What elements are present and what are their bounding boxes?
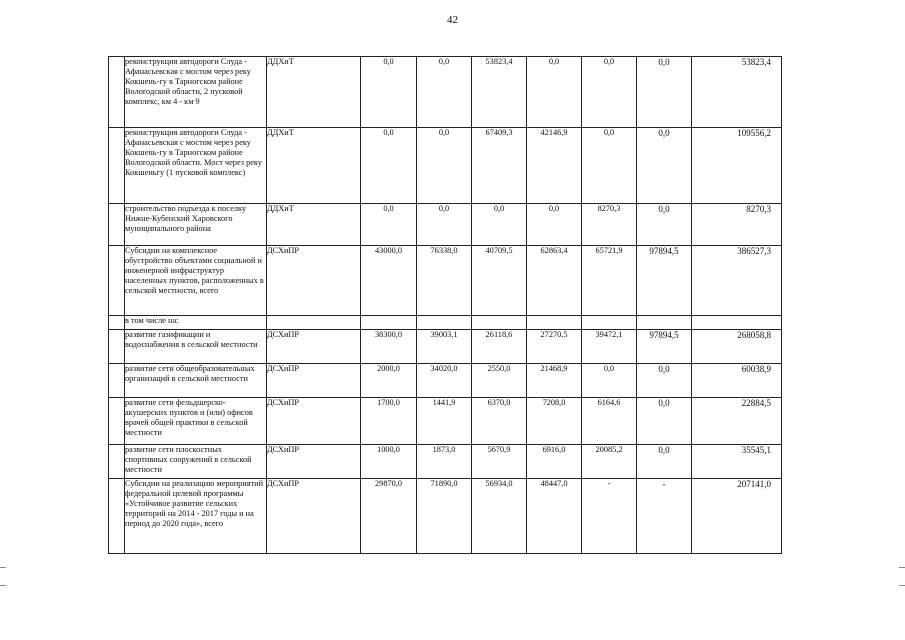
value-cell: 0,0 <box>637 364 692 398</box>
total-cell: 268058,8 <box>692 330 782 364</box>
value-cell: 0,0 <box>417 57 472 128</box>
value-cell: 0,0 <box>637 398 692 445</box>
value-cell: 97894,5 <box>637 330 692 364</box>
value-cell: 6916,0 <box>527 445 582 479</box>
total-cell: 8270,3 <box>692 204 782 246</box>
value-cell: 0,0 <box>637 128 692 204</box>
value-cell: 26118,6 <box>472 330 527 364</box>
value-cell: 0,0 <box>472 204 527 246</box>
measure-name-cell: развитие сети фельдшерско-акушерских пунктов и (или) офисов врачей общей практики в сельской местности <box>125 398 267 445</box>
table-row <box>109 364 782 398</box>
measure-name-cell: Субсидии на реализацию мероприятий федеральной целевой программы «Устойчивое развитие сельских территорий на 2014 - 2017 годы и на период до 2020 года», всего <box>125 479 267 554</box>
executor-cell: ДДХиТ <box>267 204 361 246</box>
total-cell <box>692 316 782 330</box>
value-cell: 0,0 <box>361 128 417 204</box>
executor-cell: ДСХиПР <box>267 398 361 445</box>
crop-mark <box>0 567 6 568</box>
row-number-cell <box>109 330 125 364</box>
total-cell: 53823,4 <box>692 57 782 128</box>
table-row <box>109 398 782 445</box>
value-cell: 65721,9 <box>582 246 637 316</box>
value-cell: 7208,0 <box>527 398 582 445</box>
row-number-cell <box>109 204 125 246</box>
value-cell: 2000,0 <box>361 364 417 398</box>
value-cell: 0,0 <box>417 128 472 204</box>
row-number-cell <box>109 128 125 204</box>
value-cell: 0,0 <box>417 204 472 246</box>
value-cell: 48447,0 <box>527 479 582 554</box>
value-cell: 76338,0 <box>417 246 472 316</box>
value-cell: 1873,0 <box>417 445 472 479</box>
crop-mark <box>0 585 6 586</box>
executor-cell: ДСХиПР <box>267 364 361 398</box>
value-cell: 1700,0 <box>361 398 417 445</box>
value-cell: 39003,1 <box>417 330 472 364</box>
value-cell: - <box>582 479 637 554</box>
value-cell: 71890,0 <box>417 479 472 554</box>
value-cell: 0,0 <box>582 128 637 204</box>
total-cell: 35545,1 <box>692 445 782 479</box>
value-cell: 1000,0 <box>361 445 417 479</box>
executor-cell: ДСХиПР <box>267 246 361 316</box>
page-number: 42 <box>447 14 458 26</box>
value-cell: 21468,9 <box>527 364 582 398</box>
value-cell: 0,0 <box>637 57 692 128</box>
value-cell: 29870,0 <box>361 479 417 554</box>
table-row <box>109 330 782 364</box>
value-cell: 20085,2 <box>582 445 637 479</box>
table-row <box>109 128 782 204</box>
value-cell: 34020,0 <box>417 364 472 398</box>
value-cell: 0,0 <box>361 57 417 128</box>
budget-table <box>108 56 782 554</box>
value-cell: 0,0 <box>637 204 692 246</box>
total-cell: 386527,3 <box>692 246 782 316</box>
value-cell: 40709,5 <box>472 246 527 316</box>
value-cell <box>361 316 417 330</box>
value-cell: 0,0 <box>582 57 637 128</box>
value-cell: 56934,0 <box>472 479 527 554</box>
table-row <box>109 204 782 246</box>
value-cell: 38300,0 <box>361 330 417 364</box>
value-cell: 0,0 <box>527 204 582 246</box>
row-number-cell <box>109 246 125 316</box>
executor-cell: ДДХиТ <box>267 57 361 128</box>
table-row <box>109 316 782 330</box>
executor-cell: ДСХиПР <box>267 479 361 554</box>
value-cell: 43000,0 <box>361 246 417 316</box>
value-cell: 2550,0 <box>472 364 527 398</box>
row-number-cell <box>109 398 125 445</box>
total-cell: 60038,9 <box>692 364 782 398</box>
value-cell: 27270,5 <box>527 330 582 364</box>
value-cell: 67409,3 <box>472 128 527 204</box>
measure-name-cell: реконструкция автодороги Слуда - Афанасьевская с мостом через реку Кокшень-гу в Тарногском районе Вологодской области. Мост через реку Кокшеньгу (1 пусковой комплекс) <box>125 128 267 204</box>
row-number-cell <box>109 364 125 398</box>
value-cell: 53823,4 <box>472 57 527 128</box>
value-cell <box>637 316 692 330</box>
table-body <box>109 57 782 554</box>
table-row <box>109 479 782 554</box>
value-cell <box>527 316 582 330</box>
value-cell: - <box>637 479 692 554</box>
total-cell: 109556,2 <box>692 128 782 204</box>
value-cell: 8270,3 <box>582 204 637 246</box>
value-cell: 97894,5 <box>637 246 692 316</box>
value-cell: 62863,4 <box>527 246 582 316</box>
value-cell: 39472,1 <box>582 330 637 364</box>
value-cell: 1441,9 <box>417 398 472 445</box>
value-cell: 6164,6 <box>582 398 637 445</box>
table-row <box>109 445 782 479</box>
value-cell: 42146,9 <box>527 128 582 204</box>
measure-name-cell: реконструкция автодороги Слуда - Афанасьевская с мостом через реку Кокшень-гу в Тарногском районе Вологодской области, 2 пусковой комплекс, км 4 - км 9 <box>125 57 267 128</box>
executor-cell: ДСХиПР <box>267 330 361 364</box>
table-row <box>109 57 782 128</box>
value-cell <box>417 316 472 330</box>
executor-cell: ДДХиТ <box>267 128 361 204</box>
total-cell: 207141,0 <box>692 479 782 554</box>
value-cell: 0,0 <box>637 445 692 479</box>
executor-cell: ДСХиПР <box>267 445 361 479</box>
row-number-cell <box>109 57 125 128</box>
measure-name-cell: развитие сети плоскостных спортивных сооружений в сельской местности <box>125 445 267 479</box>
value-cell <box>472 316 527 330</box>
value-cell: 6370,0 <box>472 398 527 445</box>
total-cell: 22884,5 <box>692 398 782 445</box>
row-number-cell <box>109 445 125 479</box>
crop-mark <box>899 567 905 568</box>
measure-name-cell: развитие сети общеобразовательных организаций в сельской местности <box>125 364 267 398</box>
measure-name-cell: строительство подъезда к поселку Нижне-Кубенский Харовского муниципального района <box>125 204 267 246</box>
value-cell: 0,0 <box>527 57 582 128</box>
value-cell <box>582 316 637 330</box>
value-cell: 0,0 <box>582 364 637 398</box>
row-number-cell <box>109 479 125 554</box>
crop-mark <box>899 585 905 586</box>
table-row <box>109 246 782 316</box>
measure-name-cell: Субсидии на комплексное обустройство объектами социальной и инженерной инфраструктур населенных пунктов, расположенных в сельской местности, всего <box>125 246 267 316</box>
value-cell: 5670,9 <box>472 445 527 479</box>
value-cell: 0,0 <box>361 204 417 246</box>
executor-cell <box>267 316 361 330</box>
measure-name-cell: в том числе на: <box>125 316 267 330</box>
measure-name-cell: развитие газификации и водоснабжения в сельской местности <box>125 330 267 364</box>
row-number-cell <box>109 316 125 330</box>
